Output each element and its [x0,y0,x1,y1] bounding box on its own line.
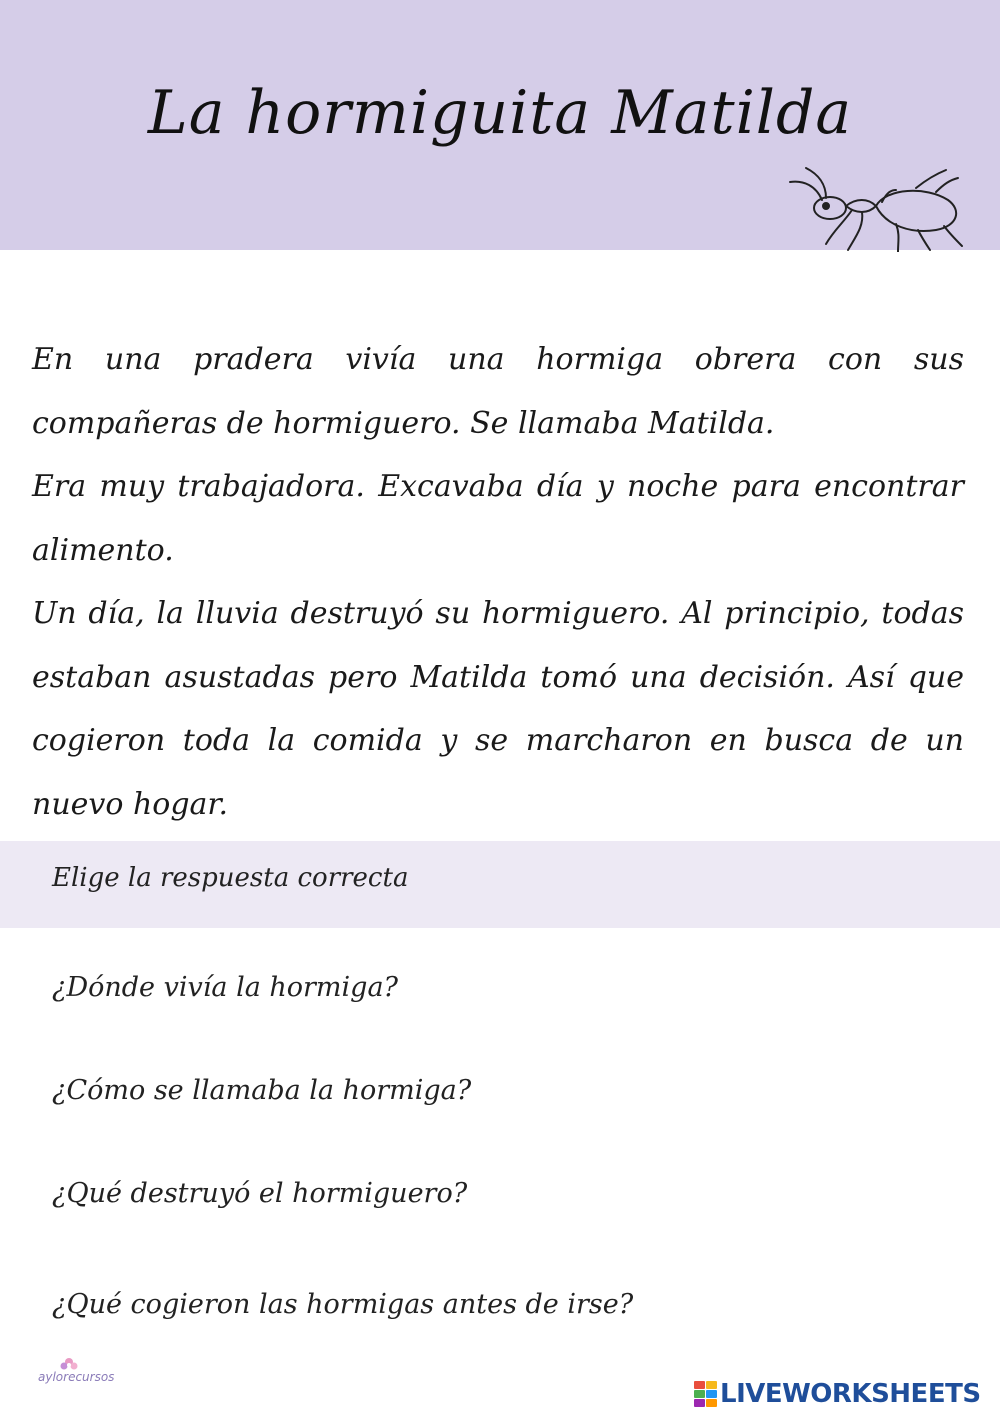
story-paragraph: Era muy trabajadora. Excavaba día y noche para encontrar alimento. [32,469,964,568]
story-text [32,328,964,836]
story-paragraph: Un día, la lluvia destruyó su hormiguero. Al principio, todas estaban asustadas pero Matilda tomó una decisión. Así que cogieron toda la comida y se marcharon en busca de un nuevo hogar. [32,596,964,822]
liveworksheets-brand: LIVEWORKSHEETS [720,1379,981,1409]
question-1: ¿Dónde vivía la hormiga? [52,972,399,1003]
liveworksheets-logo [694,1379,994,1409]
author-logo [38,1362,128,1388]
ant-icon [786,160,966,252]
instruction-band [0,841,1000,928]
story-paragraph: En una pradera vivía una hormiga obrera con sus compañeras de hormiguero. Se llamaba Matilda. [32,342,964,441]
author-logo-text: aylorecursos [38,1370,115,1384]
page-title: La hormiguita Matilda [147,78,853,148]
liveworksheets-blocks-icon [694,1381,718,1407]
question-3: ¿Qué destruyó el hormiguero? [52,1178,468,1209]
instruction-text: Elige la respuesta correcta [52,863,409,893]
question-2: ¿Cómo se llamaba la hormiga? [52,1075,472,1106]
question-4: ¿Qué cogieron las hormigas antes de irse? [52,1289,634,1320]
title-banner [0,0,1000,250]
